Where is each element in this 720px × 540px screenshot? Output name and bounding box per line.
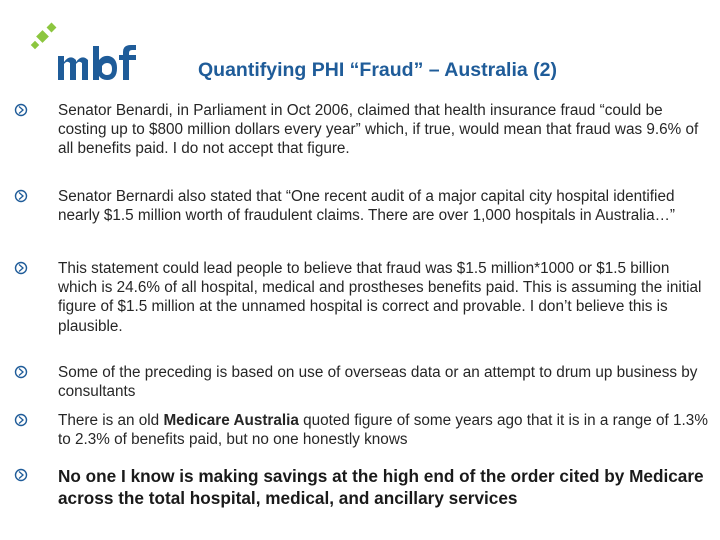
circle-bullet-icon — [14, 189, 28, 203]
bullet-text: This statement could lead people to believe that fraud was $1.5 million*1000 or $1.5 billion which is 24.6% of all hospital, medical and prostheses benefits paid. This is assuming the initial figure of $1.5 million at the unnamed hospital is correct and provable. I don’t believe this is plausible. — [58, 260, 702, 335]
circle-bullet-icon — [14, 103, 28, 117]
circle-bullet-icon — [14, 365, 28, 379]
bullet-text — [58, 411, 708, 449]
page-title: Quantifying PHI “Fraud” – Australia (2) — [198, 59, 557, 81]
bullet-text-after: quoted figure of some years ago that it is in a range of 1.3% to 2.3% of benefits paid, but no one honestly knows — [58, 412, 708, 449]
circle-bullet-icon — [14, 468, 28, 482]
bullet-text: Senator Bernardi also stated that “One recent audit of a major capital city hospital identified nearly $1.5 million worth of fraudulent claims. There are over 1,000 hospitals in Australia…” — [58, 188, 675, 225]
medicare-australia-emphasis: Medicare Australia — [163, 412, 299, 429]
bullet-text-before: There is an old — [58, 412, 164, 429]
bullet-text: Senator Benardi, in Parliament in Oct 2006, claimed that health insurance fraud “could be costing up to $800 million dollars every year” which, if true, would mean that fraud was 9.6% of all benefits paid. I do not accept that figure. — [58, 102, 699, 158]
bullet-text-conclusion: No one I know is making savings at the high end of the order cited by Medicare across the total hospital, medical, and ancillary services — [58, 466, 704, 508]
circle-bullet-icon — [14, 413, 28, 427]
circle-bullet-icon — [14, 261, 28, 275]
bullet-text: Some of the preceding is based on use of overseas data or an attempt to drum up business by consultants — [58, 364, 698, 401]
